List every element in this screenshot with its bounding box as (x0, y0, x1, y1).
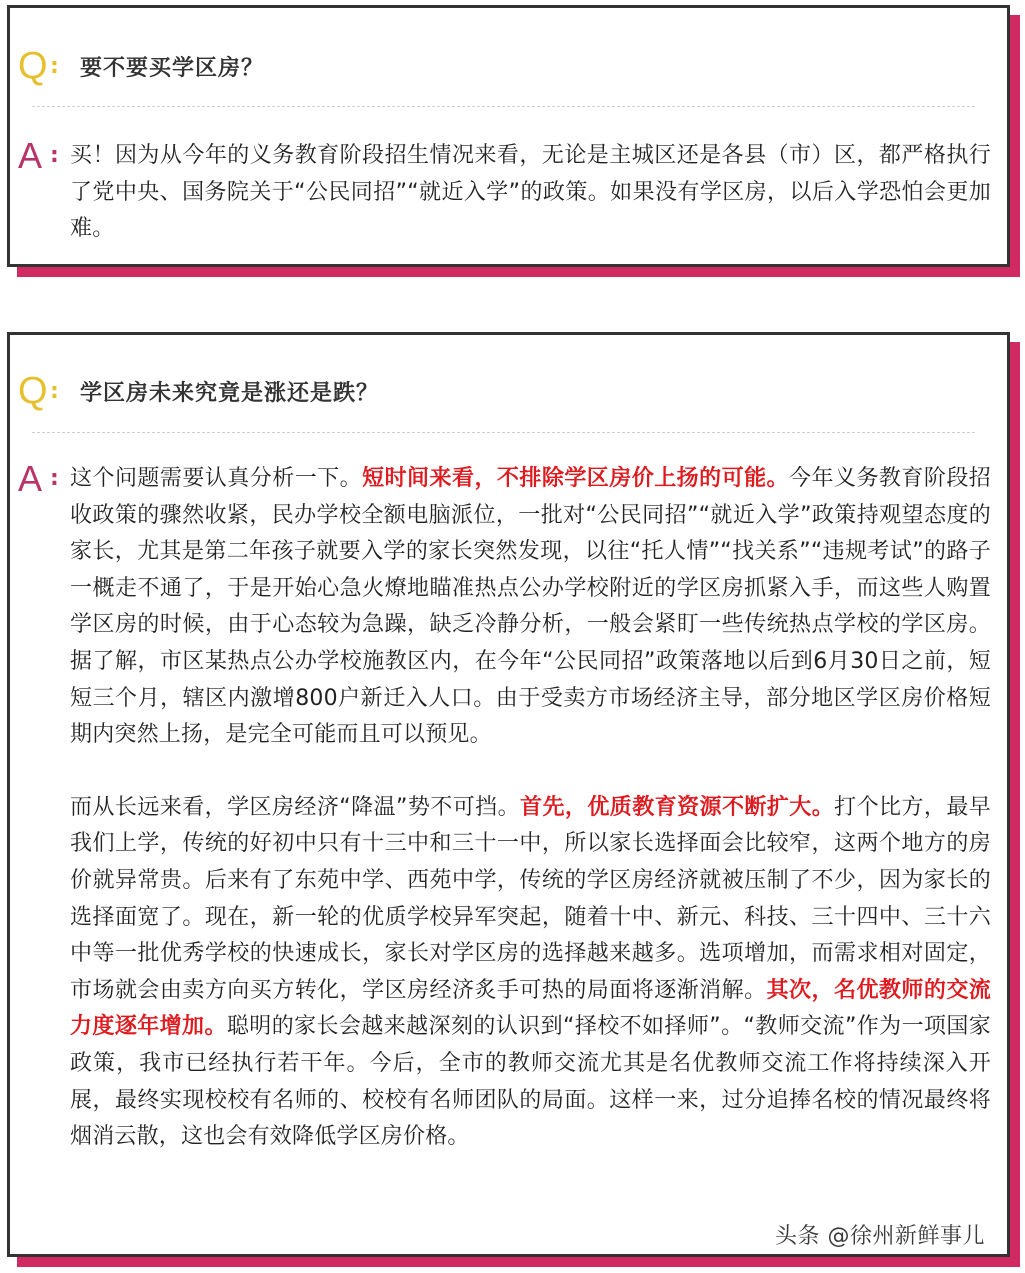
dashed-divider (32, 432, 975, 433)
highlight-second: 其次，名优教师的交流力度逐年增加。 (70, 977, 991, 1040)
answer-body (70, 461, 991, 1156)
dashed-divider (32, 106, 975, 107)
answer-text: 打个比方，最早我们上学，传统的好初中只有十三中和三十一中，所以家长选择面会比较窄，这两个地方的房价就异常贵。后来有了东苑中学、西苑中学，传统的学区房经济就被压制了不少，因为家长的选择面宽了。现在，新一轮的优质学校异军突起，随着十中、新元、科技、三十四中、三十六中等一批优秀学校的快速成长，家长对学区房的选择越来越多。选项增加，而需求相对固定，市场就会由卖方向买方转化，学区房经济炙手可热的局面将逐渐消解。 (70, 794, 992, 1003)
answer-paragraph-short-term (70, 461, 991, 754)
watermark: 头条 @徐州新鲜事儿 (775, 1224, 985, 1249)
highlight-short-term: 短时间来看，不排除学区房价上扬的可能。 (362, 466, 790, 491)
qa-card-price-trend (7, 332, 1010, 1257)
answer-text: 买！因为从今年的义务教育阶段招生情况来看，无论是主城区还是各县（市）区，都严格执行了党中央、国务院关于“公民同招”“就近入学”的政策。如果没有学区房，以后入学恐怕会更加难。 (70, 143, 991, 242)
a-colon: : (50, 466, 59, 491)
answer-row (18, 135, 991, 248)
highlight-first: 首先，优质教育资源不断扩大。 (520, 794, 835, 820)
question-row (18, 371, 999, 411)
q-letter-icon: Q (18, 45, 48, 87)
answer-row (18, 458, 992, 1156)
question-text: 学区房未来究竟是涨还是跌？ (80, 380, 380, 406)
answer-text: 聪明的家长会越来越深刻的认识到“择校不如择师”。“教师交流”作为一项国家政策，我市已经执行若干年。今后，全市的教师交流尤其是名优教师交流工作将持续深入开展，最终实现校校有名师的、校校有名师团队的局面。这样一来，过分追捧名校的情况最终将烟消云散，这也会有效降低学区房价格。 (70, 1014, 991, 1150)
answer-text: 而从长远来看，学区房经济“降温”势不可挡。 (70, 794, 521, 820)
q-colon: : (50, 53, 59, 79)
a-letter-icon: A (18, 458, 43, 499)
a-letter-icon: A (18, 135, 43, 176)
question-row (18, 46, 999, 86)
answer-text: 这个问题需要认真分析一下。 (70, 466, 363, 491)
answer-body (70, 138, 991, 248)
q-colon: : (50, 378, 59, 404)
q-letter-icon: Q (18, 370, 48, 412)
answer-paragraph-long-term (70, 790, 991, 1156)
question-text: 要不要买学区房？ (80, 55, 265, 81)
answer-text: 今年义务教育阶段招收政策的骤然收紧，民办学校全额电脑派位，一批对“公民同招”“就近入学”政策持观望态度的家长，尤其是第二年孩子就要入学的家长突然发现，以往“托人情”“找关系”“违规考试”的路子一概走不通了，于是开始心急火燎地瞄准热点公办学校附近的学区房抓紧入手，而这些人购置学区房的时候，由于心态较为急躁，缺乏冷静分析，一般会紧盯一些传统热点学校的学区房。据了解，市区某热点公办学校施教区内，在今年“公民同招”政策落地以后到6月30日之前，短短三个月，辖区内激增800户新迁入人口。由于受卖方市场经济主导，部分地区学区房价格短期内突然上扬，是完全可能而且可以预见。 (70, 466, 991, 748)
answer-paragraph (70, 138, 991, 248)
qa-card-buy-school-district-house (7, 5, 1010, 267)
a-colon: : (50, 143, 59, 168)
